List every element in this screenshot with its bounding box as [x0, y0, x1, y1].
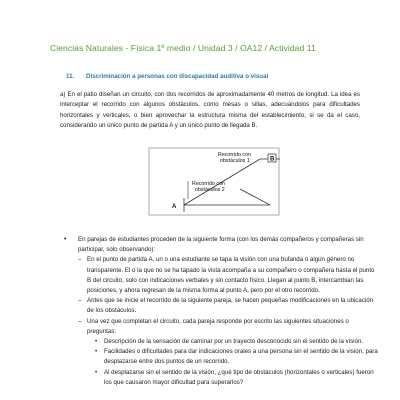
- point-b-label: B: [270, 156, 275, 163]
- route2-label-line1: Recorrido con: [192, 181, 225, 187]
- route2-label-line2: obstáculos 2: [195, 187, 225, 193]
- section-number: 11.: [66, 73, 75, 80]
- instructions-list: [60, 235, 378, 388]
- step-text: Una vez que completan el circuito, cada pareja responde por escrito las siguientes situaciones o preguntas:: [87, 317, 349, 335]
- list-item: • Al desplazarse sin el sentido de la visión, ¿qué tipo de obstáculos (horizontales o verticales) fueron los que causaron mayor dificultad para superarlos?: [104, 368, 378, 388]
- circuit-diagram: [148, 143, 288, 223]
- list-item: – Antes que se inicie el recorrido de la siguiente pareja, se hacen pequeñas modificaciones en la ubicación de los obstáculos.: [87, 296, 378, 316]
- intro-paragraph: a) En el patio diseñan un circuito, con dos recorridos de aproximadamente 40 metros de longitud. La idea es interceptar el recorrido con algunos obstáculos, como mesas o sillas, adecuándolos para dificultades horizontales y verticales, o bien aprovechar la estructura misma del establecimiento, si se da el caso, considerando un único punto de partida A y un único punto de llegada B.: [60, 91, 360, 129]
- bullet-intro: En parejas de estudiantes proceden de la siguiente forma (con los demás compañeros y compañeras sin participar, solo observando):: [78, 236, 364, 254]
- point-a-label: A: [172, 204, 177, 210]
- list-item: [78, 235, 378, 388]
- list-item: • Facilidades o dificultades para dar indicaciones orales a una persona sin el sentido de la visión, para desplazarse entre dos puntos de un recorrido.: [104, 347, 378, 367]
- list-item: • Descripción de la sensación de caminar por un trayecto desconocido sin el sentido de la visión.: [104, 337, 378, 347]
- breadcrumb: Ciencias Naturales - Física 1º medio / Unidad 3 / OA12 / Actividad 11: [50, 43, 316, 53]
- section-title: Discriminación a personas con discapacidad auditiva o visual: [86, 73, 269, 80]
- route1-label-line2: obstáculos 1: [220, 158, 250, 164]
- list-item: – En el punto de partida A, un o una estudiante se tapa la visión con una bufanda o algún género no transparente. El o la que no se ha tapado la vista acompaña a su compañero o compañera hasta el punto B del circuito, solo con indicaciones verbales y sin contacto físico. Llegan al punto B, intercambian las posiciones, y ahora regresan de la misma forma al punto A, pero por el otro recorrido.: [87, 255, 378, 296]
- steps-list: [78, 255, 378, 388]
- section-heading: [66, 73, 268, 80]
- route1-label-line1: Recorrido con: [218, 152, 251, 158]
- questions-list: [87, 337, 378, 388]
- list-item: [87, 317, 378, 388]
